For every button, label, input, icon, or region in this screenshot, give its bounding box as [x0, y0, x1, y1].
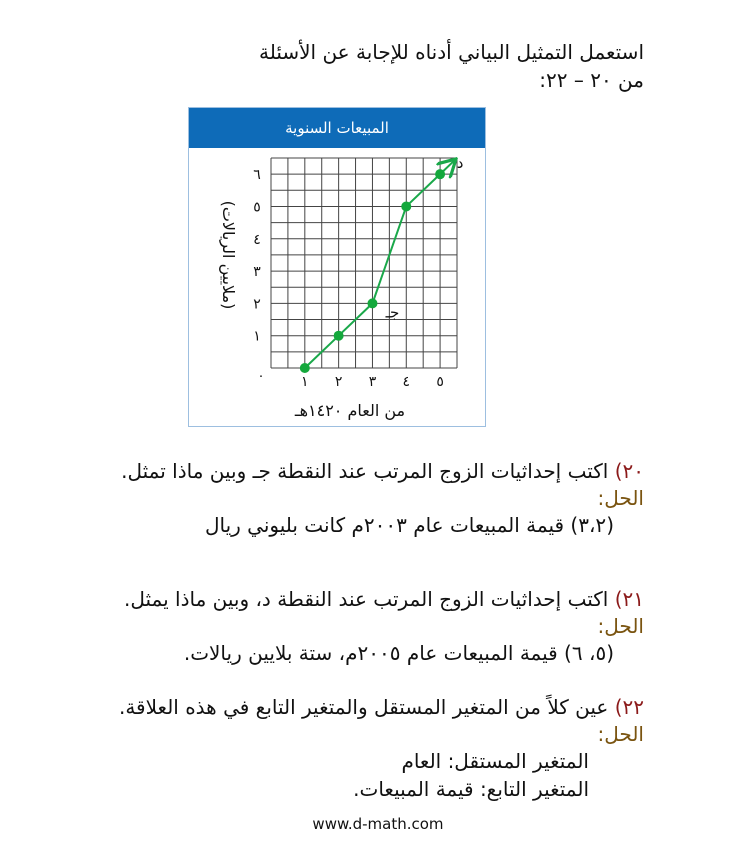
data-point	[401, 201, 411, 211]
data-point	[300, 363, 310, 373]
point-label: د	[456, 154, 464, 173]
y-axis-label: (ملايين الريالات)	[219, 200, 238, 310]
intro-line-1: استعمل التمثيل البياني أدناه للإجابة عن الأسئلة	[259, 40, 644, 64]
chart-plot	[189, 108, 487, 428]
footer-url: www.d-math.com	[312, 815, 444, 833]
question-number: ٢٢)	[614, 695, 644, 719]
series-line	[305, 160, 455, 368]
y-tick-label: ٤	[253, 231, 261, 248]
question-text: عين كلاً من المتغير المستقل والمتغير التابع في هذه العلاقة.	[118, 695, 609, 719]
chart-title: المبيعات السنوية	[189, 108, 485, 148]
answer-line: (٣،٢) قيمة المبيعات عام ٢٠٠٣م كانت بليوني ريال	[204, 513, 614, 537]
y-tick-label: ٥	[253, 199, 261, 216]
answer-line: (٥، ٦) قيمة المبيعات عام ٢٠٠٥م، ستة بلايين ريالات.	[183, 641, 614, 665]
intro-line-2: من ٢٠ – ٢٢:	[539, 68, 644, 92]
x-tick-label: ٥	[436, 374, 444, 390]
question-number: ٢٠)	[614, 459, 644, 483]
y-tick-label: ٦	[253, 167, 261, 184]
answer-line: المتغير التابع: قيمة المبيعات.	[353, 777, 589, 801]
data-point	[435, 169, 445, 179]
y-tick-label: ٢	[253, 296, 261, 313]
question-22	[4, 693, 644, 803]
x-tick-label: ٣	[368, 374, 377, 390]
x-tick-label: ٤	[402, 374, 411, 390]
question-number: ٢١)	[614, 587, 644, 611]
x-axis-label: من العام ١٤٢٠هـ	[294, 401, 406, 420]
intro-text	[84, 38, 644, 94]
solution-label: الحل:	[597, 486, 644, 510]
question-text: اكتب إحداثيات الزوج المرتب عند النقطة جـ وبين ماذا تمثل.	[121, 459, 609, 483]
solution-label: الحل:	[597, 722, 644, 746]
y-tick-label: ٣	[253, 264, 261, 281]
x-tick-label: ١	[301, 374, 309, 390]
solution-label: الحل:	[597, 614, 644, 638]
answer-line: المتغير المستقل: العام	[401, 749, 589, 773]
annual-sales-chart	[188, 107, 486, 427]
point-label: جـ	[385, 303, 400, 322]
question-text: اكتب إحداثيات الزوج المرتب عند النقطة د، وبين ماذا يمثل.	[123, 587, 609, 611]
data-point	[367, 298, 377, 308]
origin-label: ٠	[257, 369, 265, 384]
question-20	[4, 457, 644, 539]
x-tick-label: ٢	[334, 374, 343, 390]
y-tick-label: ١	[253, 328, 261, 345]
data-point	[334, 331, 344, 341]
question-21	[4, 585, 644, 667]
